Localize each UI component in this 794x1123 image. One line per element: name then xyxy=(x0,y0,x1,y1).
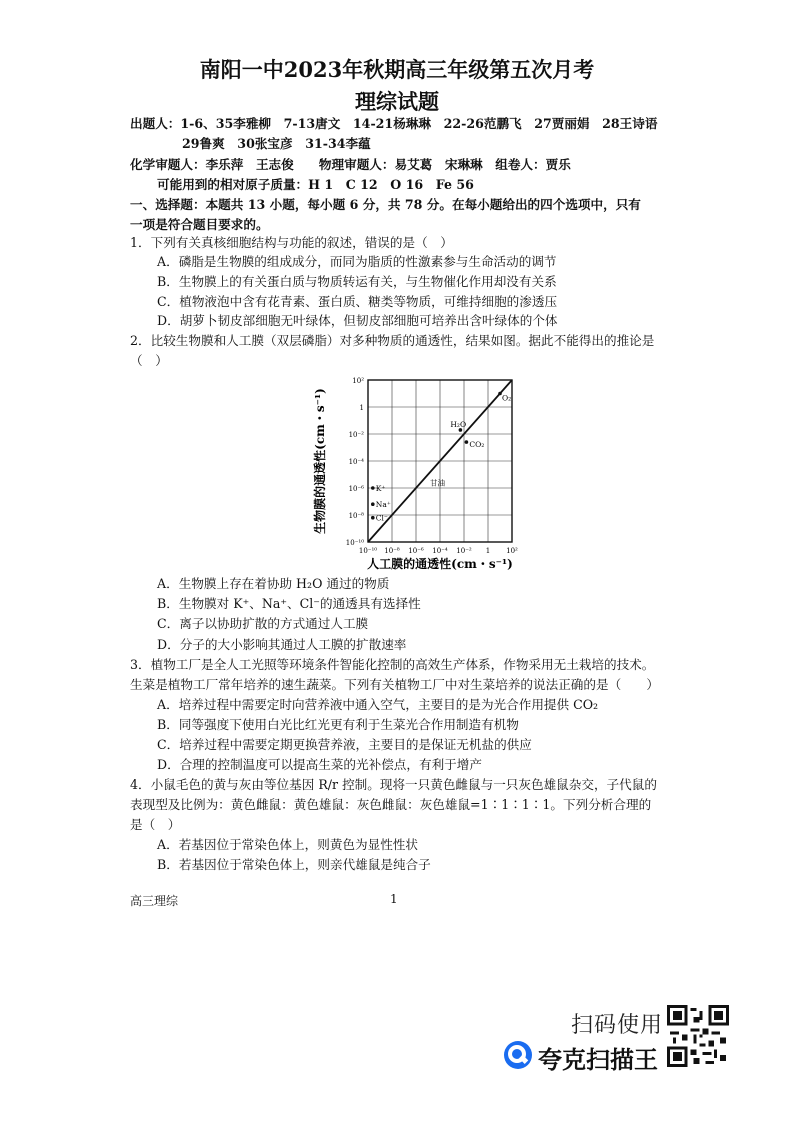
brand-name: 夸克扫描王 xyxy=(538,1046,658,1074)
reviewers-line: 化学审题人：李乐萍 王志俊 物理审题人：易艾葛 宋琳琳 组卷人：贾乐 xyxy=(130,157,571,172)
q3-option-a: A．培养过程中需要定时向营养液中通入空气，主要目的是为光合作用提供 CO₂ xyxy=(157,697,599,712)
q1-stem: 1．下列有关真核细胞结构与功能的叙述，错误的是（ ） xyxy=(130,235,453,250)
q1-option-c: C．植物液泡中含有花青素、蛋白质、糖类等物质，可维持细胞的渗透压 xyxy=(157,294,558,309)
q3-stem-line-1: 3．植物工厂是全人工光照等环境条件智能化控制的高效生产体系，作物采用无土栽培的技术。 xyxy=(130,657,655,672)
data-point xyxy=(371,502,375,506)
setters-line-2: 29鲁爽 30张宝彦 31-34李蕴 xyxy=(182,136,371,151)
quark-logo-icon xyxy=(503,1040,533,1070)
y-tick-label: 10⁻⁸ xyxy=(348,512,364,520)
data-point xyxy=(371,516,375,520)
y-tick-label: 10⁻⁶ xyxy=(348,485,364,493)
q2-stem-line-1: 2．比较生物膜和人工膜（双层磷脂）对多种物质的通透性，结果如图。据此不能得出的推论是 xyxy=(130,333,655,348)
x-tick-label: 10⁻¹⁰ xyxy=(358,547,378,555)
atomic-masses-line: 可能用到的相对原子质量：H 1 C 12 O 16 Fe 56 xyxy=(157,177,474,192)
q2-option-a: A．生物膜上存在着协助 H₂O 通过的物质 xyxy=(157,576,390,591)
permeability-chart xyxy=(300,370,540,580)
q3-option-b: B．同等强度下使用白光比红光更有利于生菜光合作用制造有机物 xyxy=(157,717,519,732)
scan-to-use-text: 扫码使用 xyxy=(571,1013,664,1038)
data-point-label: O₂ xyxy=(502,393,512,403)
data-point-label: Cl⁻ xyxy=(375,513,388,523)
data-point-label: K⁺ xyxy=(375,484,386,493)
exam-title: 南阳一中2023年秋期高三年级第五次月考 xyxy=(199,57,595,82)
y-tick-label: 10⁻⁴ xyxy=(348,458,364,466)
q1-option-a: A．磷脂是生物膜的组成成分，而同为脂质的性激素参与生命活动的调节 xyxy=(157,254,557,269)
y-tick-label: 10² xyxy=(352,377,364,385)
footer-label: 高三理综 xyxy=(130,894,179,908)
y-tick-label: 10⁻¹⁰ xyxy=(345,539,364,547)
exam-subtitle: 理综试题 xyxy=(355,89,439,114)
section-instruction-line-2: 一项是符合题目要求的。 xyxy=(130,217,269,232)
q4-stem-line-2: 表现型及比例为：黄色雌鼠：黄色雄鼠：灰色雌鼠：灰色雄鼠=1∶1∶1∶1。下列分析合理的 xyxy=(130,797,652,812)
q4-option-b: B．若基因位于常染色体上，则亲代雄鼠是纯合子 xyxy=(157,857,431,872)
q2-option-d: D．分子的大小影响其通过人工膜的扩散速率 xyxy=(157,637,407,652)
q2-option-b: B．生物膜对 K⁺、Na⁺、Cl⁻的通透具有选择性 xyxy=(157,596,421,611)
data-point xyxy=(465,440,469,444)
data-point-label: H₂O xyxy=(450,419,467,429)
data-point-label: CO₂ xyxy=(469,440,485,450)
x-tick-label: 10⁻⁴ xyxy=(432,547,448,555)
data-point-label: 甘油 xyxy=(430,478,445,488)
q3-stem-line-2: 生菜是植物工厂常年培养的速生蔬菜。下列有关植物工厂中对生菜培养的说法正确的是（ ） xyxy=(130,677,659,692)
q2-stem-line-2: （ ） xyxy=(130,353,168,368)
q1-option-b: B．生物膜上的有关蛋白质与物质转运有关，与生物催化作用却没有关系 xyxy=(157,274,557,289)
setters-line-1: 出题人：1-6、35李雅柳 7-13唐文 14-21杨琳琳 22-26范鹏飞 27贾丽娟 28王诗语 xyxy=(130,116,658,131)
section-instruction-line-1: 一、选择题：本题共 13 小题，每小题 6 分，共 78 分。在每小题给出的四个选项中，只有 xyxy=(130,197,641,212)
y-tick-label: 1 xyxy=(359,404,364,412)
x-tick-label: 1 xyxy=(485,547,491,555)
x-tick-label: 10⁻² xyxy=(456,547,472,555)
q1-option-d: D．胡萝卜韧皮部细胞无叶绿体，但韧皮部细胞可培养出含叶绿体的个体 xyxy=(157,313,558,328)
page-number: 1 xyxy=(390,892,398,906)
q4-stem-line-3: 是（ ） xyxy=(130,817,181,832)
data-point xyxy=(371,486,375,490)
data-point-label: Na⁺ xyxy=(375,500,391,510)
q3-option-d: D．合理的控制温度可以提高生菜的光补偿点，有利于增产 xyxy=(157,757,482,772)
x-tick-label: 10⁻⁸ xyxy=(384,547,400,555)
x-axis-label: 人工膜的通透性(cm・s⁻¹) xyxy=(367,557,513,571)
q3-option-c: C．培养过程中需要定期更换营养液，主要目的是保证无机盐的供应 xyxy=(157,737,532,752)
q4-stem-line-1: 4．小鼠毛色的黄与灰由等位基因 R/r 控制。现将一只黄色雌鼠与一只灰色雄鼠杂交，子代鼠的 xyxy=(130,777,657,792)
y-tick-label: 10⁻² xyxy=(348,431,364,439)
x-tick-label: 10² xyxy=(506,547,518,555)
x-tick-label: 10⁻⁶ xyxy=(408,547,424,555)
y-axis-label: 生物膜的通透性(cm・s⁻¹) xyxy=(313,388,327,534)
q4-option-a: A．若基因位于常染色体上，则黄色为显性性状 xyxy=(157,837,418,852)
q2-option-c: C．离子以协助扩散的方式通过人工膜 xyxy=(157,616,369,631)
qr-code-icon[interactable] xyxy=(667,1005,729,1067)
